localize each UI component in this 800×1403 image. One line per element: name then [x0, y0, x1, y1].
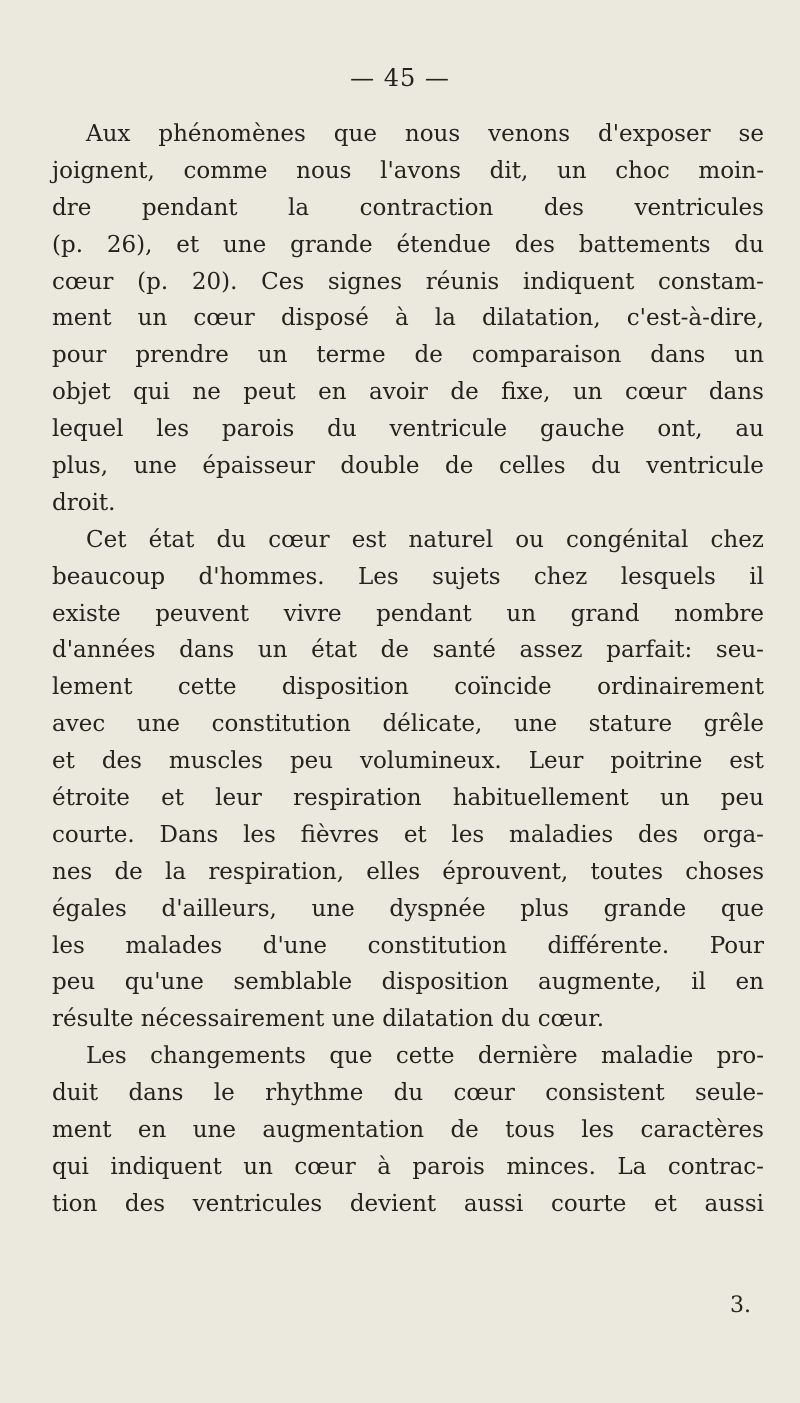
word: égales	[52, 895, 127, 922]
word: congénital	[566, 526, 689, 553]
word: respiration	[293, 785, 422, 812]
word: en	[735, 969, 764, 996]
word: ment	[52, 305, 112, 332]
text-line	[52, 632, 764, 669]
word: Les	[358, 563, 399, 590]
word: de	[380, 637, 409, 664]
word: contrac-	[667, 1153, 764, 1180]
word: du	[216, 526, 247, 553]
word: phénomènes	[158, 121, 306, 147]
word: ventricule	[646, 453, 764, 480]
word: les	[243, 821, 276, 848]
word: joignent,	[52, 157, 155, 184]
word: nes	[52, 858, 93, 885]
text-line	[52, 522, 764, 559]
word: épaisseur	[202, 453, 315, 480]
word: muscles	[168, 748, 263, 775]
word: indiquent	[522, 268, 635, 295]
word: prendre	[135, 342, 229, 369]
text-line	[52, 559, 764, 596]
word: en	[137, 1117, 167, 1144]
word: qui	[52, 1153, 89, 1180]
word: que	[720, 895, 764, 922]
word: une	[222, 231, 267, 258]
word: toutes	[590, 858, 664, 885]
word: seu-	[715, 637, 764, 664]
word: une	[192, 1117, 236, 1144]
word: courte.	[52, 821, 135, 848]
word: un	[659, 785, 690, 812]
text-line	[52, 300, 764, 337]
word: devient	[349, 1190, 437, 1217]
word: d'hommes.	[198, 563, 325, 590]
word: lequel	[52, 416, 124, 443]
text-line	[52, 190, 764, 227]
word: un	[734, 342, 764, 369]
word: cœur	[624, 379, 687, 406]
word: du	[734, 231, 764, 258]
word: nous	[404, 121, 461, 147]
word: la	[434, 305, 456, 332]
word: il	[691, 969, 706, 996]
word: objet	[52, 379, 111, 406]
word: d'années	[52, 637, 156, 664]
word: 20).	[191, 268, 238, 295]
word: cœur	[52, 268, 114, 295]
word: parois	[412, 1153, 485, 1180]
word: Leur	[528, 748, 584, 775]
word: parfait:	[606, 637, 693, 664]
word: dre	[52, 194, 92, 221]
word: et	[161, 785, 184, 812]
text-line	[52, 116, 764, 153]
word: duit	[52, 1080, 99, 1107]
word: d'une	[262, 932, 328, 959]
word: un	[506, 600, 537, 627]
word: volumineux.	[360, 748, 502, 775]
word: parois	[221, 416, 295, 443]
text-line	[52, 374, 764, 411]
text-line	[52, 485, 764, 522]
word: naturel	[408, 526, 494, 553]
word: réunis	[425, 268, 500, 295]
word: dans	[650, 342, 706, 369]
word: un	[257, 637, 288, 664]
word: à	[377, 1153, 391, 1180]
word: les	[581, 1117, 615, 1144]
text-line	[52, 964, 764, 1001]
word: Aux	[86, 121, 131, 147]
word: est	[351, 526, 387, 553]
word: lesquels	[620, 563, 716, 590]
word: des	[124, 1190, 166, 1217]
text-line	[52, 411, 764, 448]
word: un	[137, 305, 168, 332]
word: (p.	[52, 231, 84, 258]
word: respiration,	[208, 858, 345, 885]
word: constitution	[367, 932, 507, 959]
word: dilatation,	[481, 305, 601, 332]
word: une	[311, 895, 355, 922]
word: grêle	[703, 711, 764, 738]
word: sujets	[432, 563, 501, 590]
word: maladies	[509, 821, 614, 848]
word: des	[637, 821, 679, 848]
word: choses	[685, 858, 764, 885]
word: ne	[192, 379, 221, 406]
word: l'avons	[380, 157, 461, 184]
word: ou	[515, 526, 544, 553]
word: délicate,	[382, 711, 483, 738]
word: Pour	[709, 932, 764, 959]
word: beaucoup	[52, 563, 166, 590]
word: c'est-à-dire,	[626, 305, 764, 332]
word: venons	[488, 121, 571, 147]
word: de	[414, 342, 443, 369]
word: augmentation	[262, 1117, 425, 1144]
word: cœur	[193, 305, 255, 332]
word: habituellement	[452, 785, 629, 812]
word: et	[176, 231, 200, 258]
word: cette	[177, 674, 237, 701]
word: pour	[52, 342, 107, 369]
word: la	[288, 194, 310, 221]
word: il	[749, 563, 764, 590]
word: grande	[603, 895, 687, 922]
word: des	[543, 194, 584, 221]
word: étroite	[52, 785, 130, 812]
word: lement	[52, 674, 133, 701]
word: différente.	[547, 932, 670, 959]
word: orga-	[702, 821, 764, 848]
signature-mark: 3.	[730, 1293, 751, 1318]
word: pro-	[716, 1043, 764, 1070]
word: 26),	[106, 231, 153, 258]
word: est	[729, 748, 764, 775]
word: chez	[533, 563, 588, 590]
word: et	[653, 1190, 677, 1217]
word: comparaison	[471, 342, 622, 369]
word: double	[340, 453, 420, 480]
word: La	[617, 1153, 647, 1180]
word: pendant	[141, 194, 238, 221]
word: du	[393, 1080, 424, 1107]
word: rhythme	[265, 1080, 364, 1107]
text-line	[52, 1075, 764, 1112]
line-text: droit.	[52, 489, 116, 516]
word: terme	[316, 342, 386, 369]
word: indiquent	[110, 1153, 222, 1180]
word: Ces	[261, 268, 305, 295]
word: disposition	[281, 674, 409, 701]
text-line	[52, 706, 764, 743]
word: existe	[52, 600, 121, 627]
text-line	[52, 264, 764, 301]
word: et	[52, 748, 75, 775]
text-line	[52, 448, 764, 485]
text-line	[52, 153, 764, 190]
word: coïncide	[454, 674, 552, 701]
word: dit,	[489, 157, 529, 184]
word: de	[114, 858, 143, 885]
word: semblable	[233, 969, 353, 996]
word: fixe,	[501, 379, 551, 406]
word: moin-	[698, 157, 764, 184]
word: dans	[179, 637, 235, 664]
word: qu'une	[124, 969, 204, 996]
word: consistent	[545, 1080, 665, 1107]
word: contraction	[359, 194, 494, 221]
text-line	[52, 817, 764, 854]
word: elles	[366, 858, 421, 885]
word: du	[591, 453, 621, 480]
text-line	[52, 891, 764, 928]
word: grand	[570, 600, 640, 627]
word: chez	[710, 526, 764, 553]
page-number: — 45 —	[350, 64, 450, 92]
word: du	[327, 416, 357, 443]
word: peu	[52, 969, 96, 996]
word: qui	[133, 379, 170, 406]
word: des	[514, 231, 555, 258]
word: leur	[215, 785, 262, 812]
body-text	[52, 116, 764, 1223]
word: dernière	[477, 1043, 578, 1070]
text-line	[52, 1149, 764, 1186]
word: éprouvent,	[442, 858, 569, 885]
word: un	[572, 379, 603, 406]
word: changements	[150, 1043, 306, 1070]
word: constitution	[211, 711, 351, 738]
word: se	[738, 121, 764, 147]
word: ventricule	[389, 416, 508, 443]
word: comme	[183, 157, 268, 184]
word: avoir	[369, 379, 428, 406]
text-line	[52, 337, 764, 374]
word: nombre	[674, 600, 764, 627]
word: cœur	[294, 1153, 356, 1180]
word: augmente,	[538, 969, 662, 996]
word: caractères	[640, 1117, 764, 1144]
word: stature	[588, 711, 673, 738]
word: constam-	[658, 268, 764, 295]
word: aussi	[463, 1190, 524, 1217]
word: ont,	[657, 416, 703, 443]
word: d'exposer	[597, 121, 711, 147]
word: les	[52, 932, 85, 959]
word: un	[243, 1153, 273, 1180]
word: dans	[708, 379, 764, 406]
word: peu	[289, 748, 334, 775]
word: de	[450, 1117, 479, 1144]
word: le	[213, 1080, 235, 1107]
word: ventricules	[192, 1190, 323, 1217]
word: vivre	[283, 600, 342, 627]
word: choc	[615, 157, 670, 184]
word: nous	[296, 157, 352, 184]
word: plus	[520, 895, 569, 922]
word: cœur	[268, 526, 330, 553]
word: peu	[720, 785, 764, 812]
word: à	[394, 305, 409, 332]
word: courte	[550, 1190, 627, 1217]
word: celles	[498, 453, 566, 480]
word: la	[165, 858, 187, 885]
word: Les	[86, 1043, 127, 1070]
word: peut	[243, 379, 296, 406]
word: en	[318, 379, 347, 406]
text-line	[52, 854, 764, 891]
word: fièvres	[300, 821, 380, 848]
word: une	[133, 453, 177, 480]
word: que	[333, 121, 377, 147]
word: un	[556, 157, 587, 184]
word: étendue	[396, 231, 491, 258]
text-line	[52, 669, 764, 706]
word: battements	[578, 231, 711, 258]
text-line	[52, 596, 764, 633]
word: Cet	[86, 526, 127, 553]
text-line	[52, 1001, 764, 1038]
word: maladie	[600, 1043, 694, 1070]
word: plus,	[52, 453, 109, 480]
word: tous	[505, 1117, 555, 1144]
text-line	[52, 780, 764, 817]
word: état	[311, 637, 357, 664]
word: assez	[519, 637, 583, 664]
word: disposition	[381, 969, 509, 996]
text-line	[52, 928, 764, 965]
word: de	[450, 379, 479, 406]
word: grande	[290, 231, 373, 258]
word: malades	[125, 932, 223, 959]
word: au	[735, 416, 764, 443]
word: dyspnée	[389, 895, 486, 922]
word: de	[445, 453, 474, 480]
word: les	[156, 416, 190, 443]
word: cœur	[453, 1080, 515, 1107]
text-line	[52, 743, 764, 780]
word: des	[101, 748, 142, 775]
word: Dans	[159, 821, 219, 848]
word: (p.	[137, 268, 169, 295]
line-text: résulte nécessairement une dilatation du cœur.	[52, 1006, 605, 1033]
word: état	[148, 526, 195, 553]
word: gauche	[540, 416, 625, 443]
word: pendant	[376, 600, 472, 627]
word: dans	[128, 1080, 184, 1107]
word: d'ailleurs,	[161, 895, 277, 922]
word: que	[329, 1043, 373, 1070]
word: cette	[395, 1043, 455, 1070]
text-line	[52, 1112, 764, 1149]
word: les	[451, 821, 485, 848]
word: seule-	[694, 1080, 764, 1107]
word: ment	[52, 1117, 112, 1144]
text-line	[52, 1186, 764, 1223]
word: aussi	[704, 1190, 764, 1217]
word: avec	[52, 711, 106, 738]
word: disposé	[280, 305, 369, 332]
word: une	[513, 711, 558, 738]
word: signes	[327, 268, 403, 295]
word: et	[403, 821, 427, 848]
text-line	[52, 1038, 764, 1075]
text-line	[52, 227, 764, 264]
word: ordinairement	[597, 674, 764, 701]
word: une	[136, 711, 181, 738]
word: poitrine	[610, 748, 703, 775]
word: peuvent	[155, 600, 250, 627]
word: santé	[432, 637, 496, 664]
word: tion	[52, 1190, 98, 1217]
word: minces.	[506, 1153, 596, 1180]
word: un	[257, 342, 288, 369]
word: ventricules	[634, 194, 764, 221]
